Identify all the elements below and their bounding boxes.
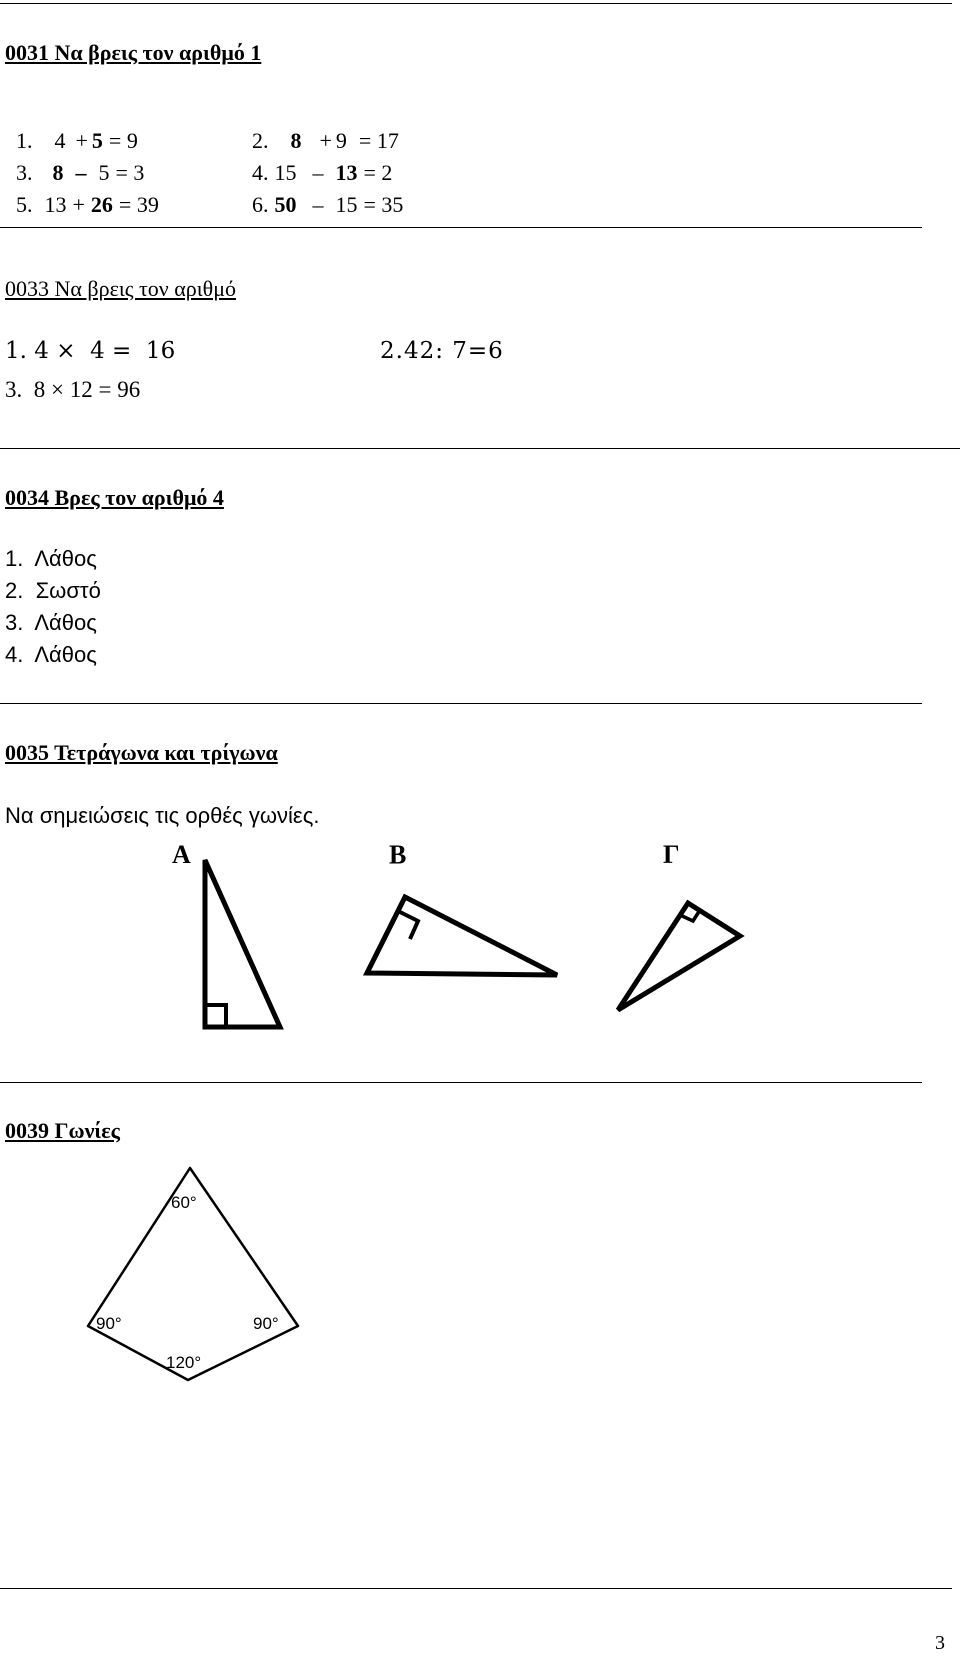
angle-label-left: 90° <box>96 1314 122 1333</box>
answer-0034-1: 1. Λάθος <box>5 546 97 571</box>
rule-3 <box>0 703 922 704</box>
exercise-0033-1: 1. 4 × 4 = 16 <box>5 338 176 364</box>
rule-top <box>0 3 952 4</box>
answer-0034-3: 3. Λάθος <box>5 610 97 635</box>
section-0031-title: 0031 Να βρεις τον αριθμό 1 <box>5 40 262 65</box>
page-number: 3 <box>935 1632 945 1654</box>
rule-4 <box>0 1082 922 1083</box>
exercise-0031-5: 5. 13 + 26 = 39 <box>16 192 159 217</box>
quadrilateral-angles-figure <box>0 1150 340 1390</box>
right-triangles-figure <box>0 850 760 1040</box>
exercise-0033-2: 2.42: 7=6 <box>380 338 504 364</box>
triangle-label-b: Β <box>389 840 407 869</box>
exercise-0031-4: 4. 15 – 13 = 2 <box>252 160 393 185</box>
answer-0034-2: 2. Σωστό <box>5 578 101 603</box>
exercise-0031-1: 1. 4 + 5 = 9 <box>16 128 138 153</box>
exercise-0033-3: 3. 8 × 12 = 96 <box>5 377 141 402</box>
item-number: 1. <box>16 128 33 153</box>
section-0033-title: 0033 Να βρεις τον αριθμό <box>5 276 236 301</box>
triangle-c <box>618 903 740 1010</box>
instruction-text: Να σημειώσεις τις ορθές γωνίες. <box>5 803 320 828</box>
triangle-label-a: Α <box>172 840 191 869</box>
exercise-0031-2: 2. 8 + 9 = 17 <box>252 128 399 153</box>
triangle-label-c: Γ <box>663 840 680 869</box>
triangle-a <box>205 860 280 1027</box>
section-0035-title: 0035 Τετράγωνα και τρίγωνα <box>5 740 278 765</box>
rule-2 <box>0 448 960 449</box>
triangle-a-right-angle-mark <box>205 1005 226 1027</box>
triangle-b-right-angle-mark <box>398 911 418 939</box>
exercise-0031-6: 6. 50 – 15 = 35 <box>252 192 404 217</box>
exercise-0031-3: 3. 8 – 5 = 3 <box>16 160 145 185</box>
angle-label-top: 60° <box>171 1193 197 1212</box>
angle-label-right: 90° <box>253 1314 279 1333</box>
answer-0034-4: 4. Λάθος <box>5 642 97 667</box>
section-0034-title: 0034 Βρες τον αριθμό 4 <box>5 485 224 510</box>
rule-bottom <box>0 1588 952 1589</box>
triangle-b <box>367 897 557 975</box>
section-0039-title: 0039 Γωνίες <box>5 1118 120 1143</box>
angle-label-bottom: 120° <box>166 1353 202 1372</box>
rule-1 <box>0 227 922 228</box>
